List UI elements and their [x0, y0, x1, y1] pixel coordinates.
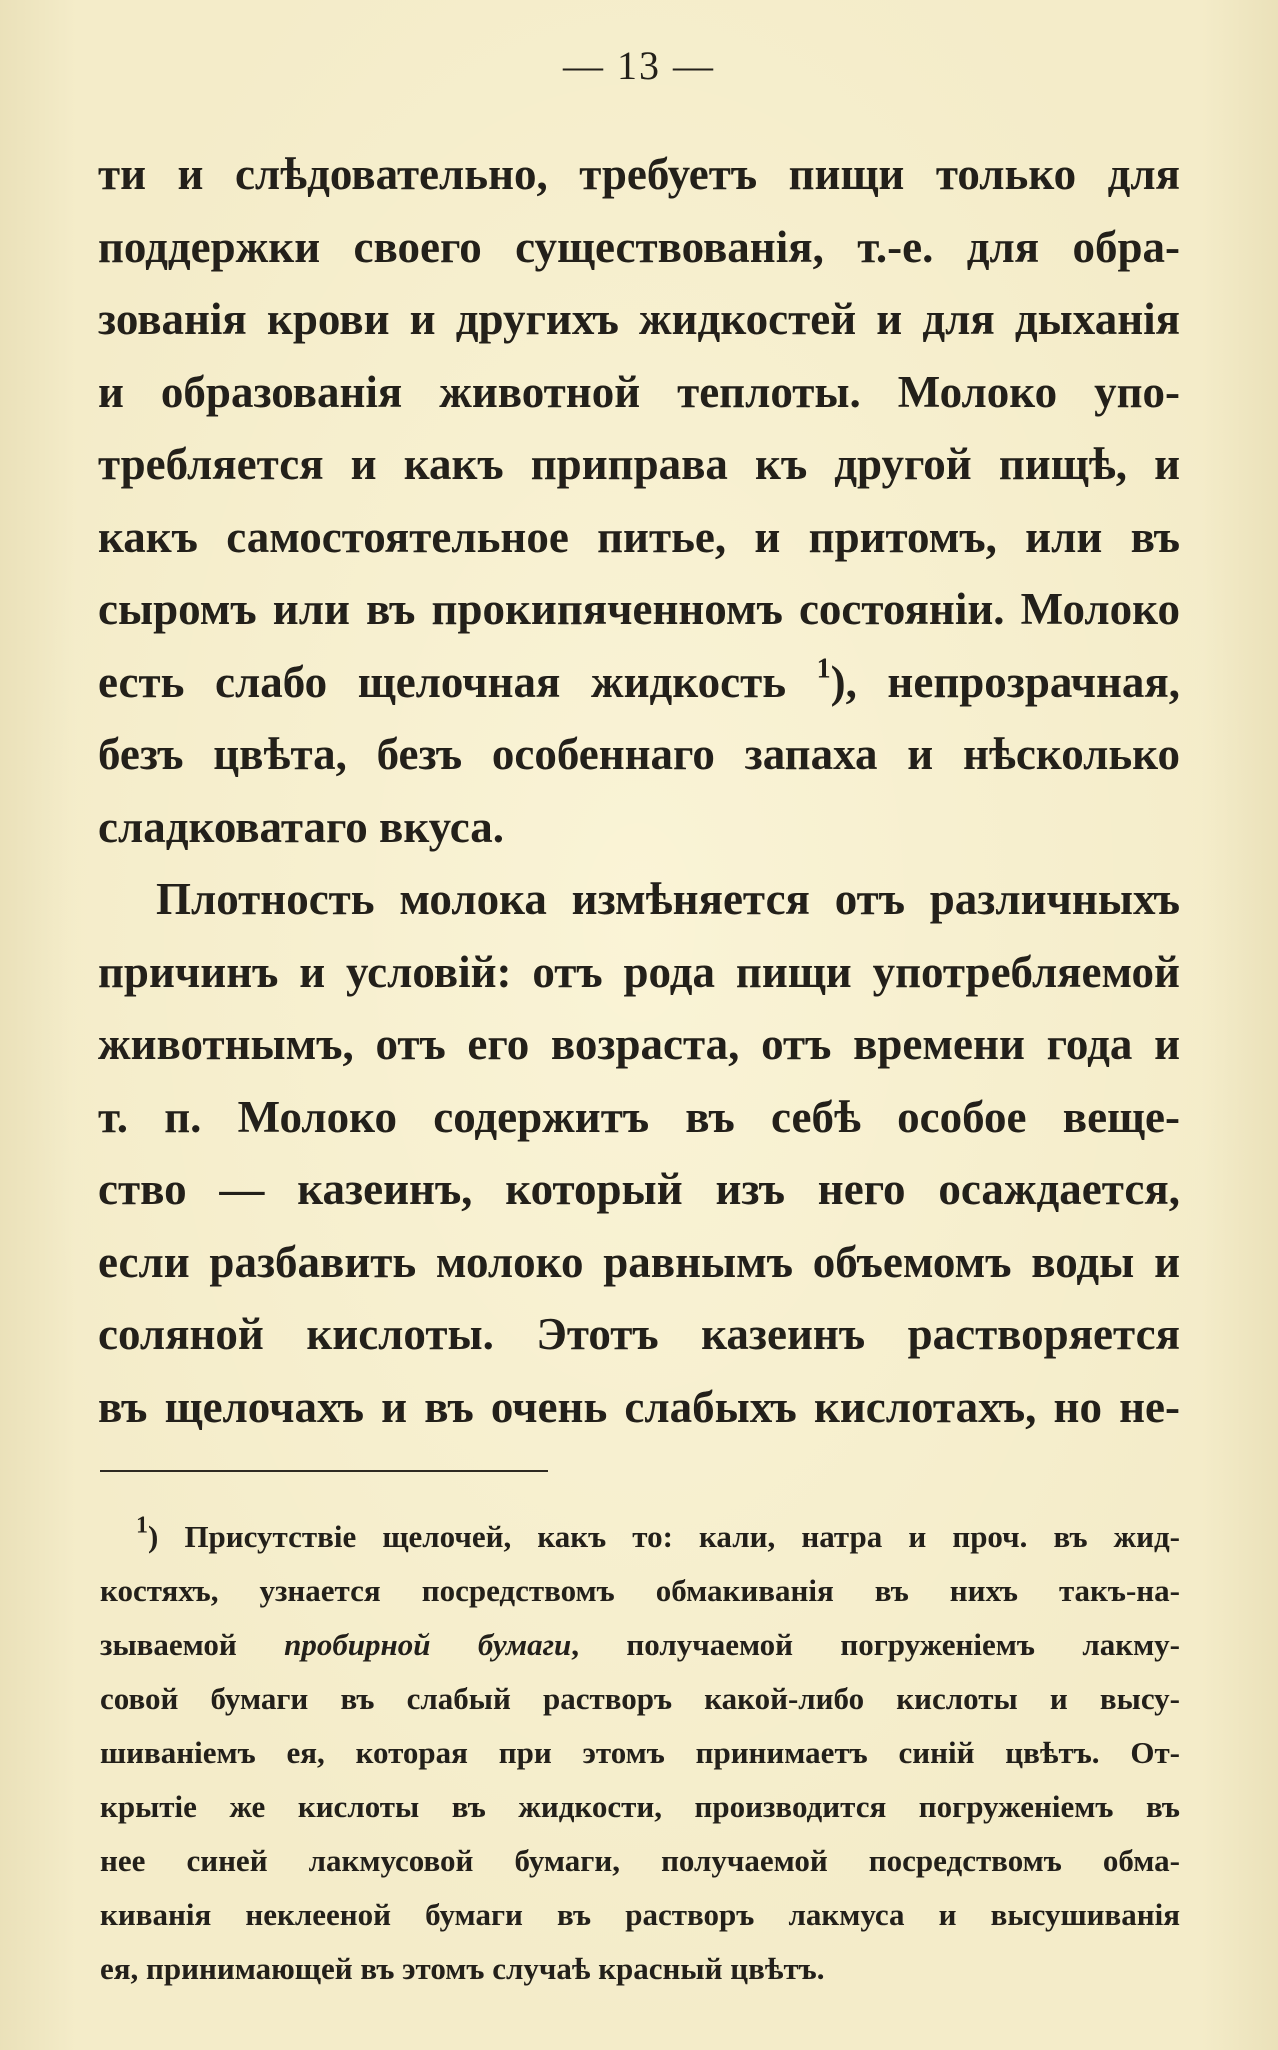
- footnote-line: шиваніемъ ея, которая при этомъ принимаетъ синій цвѣтъ. От-: [100, 1735, 1180, 1770]
- paragraph-start-line: Плотность молока измѣняется отъ различныхъ: [156, 874, 1180, 924]
- text-line: сыромъ или въ прокипяченномъ состояніи. Молоко: [98, 584, 1180, 634]
- paragraph-end-line: сладковатаго вкуса.: [98, 801, 505, 852]
- footnote-text: ) Присутствіе щелочей, какъ то: кали, натра и проч. въ жид-: [148, 1519, 1180, 1554]
- footnote-separator-rule: [100, 1470, 548, 1472]
- text-line: требляется и какъ приправа къ другой пищѣ, и: [98, 439, 1180, 489]
- footnote-line: костяхъ, узнается посредствомъ обмакиванія въ нихъ такъ-на-: [100, 1573, 1180, 1608]
- footnote-text: , получаемой погруженіемъ лакму-: [571, 1627, 1181, 1662]
- text-line: безъ цвѣта, безъ особеннаго запаха и нѣсколько: [98, 729, 1180, 779]
- text-line: ство — казеинъ, который изъ него осаждается,: [98, 1164, 1180, 1214]
- text-line-with-footnote-ref: [98, 646, 1180, 719]
- footnote-line: совой бумаги въ слабый растворъ какой-либо кислоты и высу-: [100, 1681, 1180, 1716]
- footnote-line: киванія неклееной бумаги въ растворъ лакмуса и высушиванія: [100, 1897, 1180, 1932]
- text-line: т. п. Молоко содержитъ въ себѣ особое веще-: [98, 1091, 1180, 1142]
- footnote-marker: 1: [136, 1512, 148, 1539]
- text-line: причинъ и условій: отъ рода пищи употребляемой: [98, 946, 1180, 997]
- text-line: соляной кислоты. Этотъ казеинъ растворяется: [98, 1309, 1180, 1359]
- page-number: — 13 —: [563, 43, 715, 88]
- text-line: ти и слѣдовательно, требуетъ пищи только для: [98, 149, 1180, 199]
- footnote-reference: 1: [816, 652, 831, 684]
- text-line: животнымъ, отъ его возраста, отъ времени года и: [98, 1019, 1180, 1069]
- text-line: какъ самостоятельное питье, и притомъ, или въ: [98, 511, 1180, 562]
- footnote-line: [100, 1510, 1180, 1564]
- text-line: поддержки своего существованія, т.-е. для обра-: [98, 221, 1180, 272]
- text-line: зованія крови и другихъ жидкостей и для дыханія: [98, 294, 1180, 344]
- footnote-text: зываемой: [100, 1627, 285, 1662]
- footnote-line: нее синей лакмусовой бумаги, получаемой посредствомъ обма-: [100, 1843, 1180, 1878]
- text-segment: есть слабо щелочная жидкость: [98, 656, 817, 707]
- footnote-line: [100, 1618, 1180, 1672]
- footnote: [100, 1510, 1180, 1996]
- main-text: [98, 138, 1180, 1443]
- text-line: и образованія животной теплоты. Молоко упо-: [98, 366, 1180, 417]
- footnote-line: крытіе же кислоты въ жидкости, производится погруженіемъ въ: [100, 1789, 1180, 1824]
- text-line: если разбавить молоко равнымъ объемомъ воды и: [98, 1236, 1180, 1287]
- footnote-italic-term: пробирной бумаги: [284, 1627, 572, 1662]
- text-segment: ), непрозрачная,: [830, 656, 1180, 707]
- text-line: въ щелочахъ и въ очень слабыхъ кислотахъ, но не-: [98, 1381, 1180, 1432]
- footnote-line: ея, принимающей въ этомъ случаѣ красный цвѣтъ.: [100, 1951, 825, 1986]
